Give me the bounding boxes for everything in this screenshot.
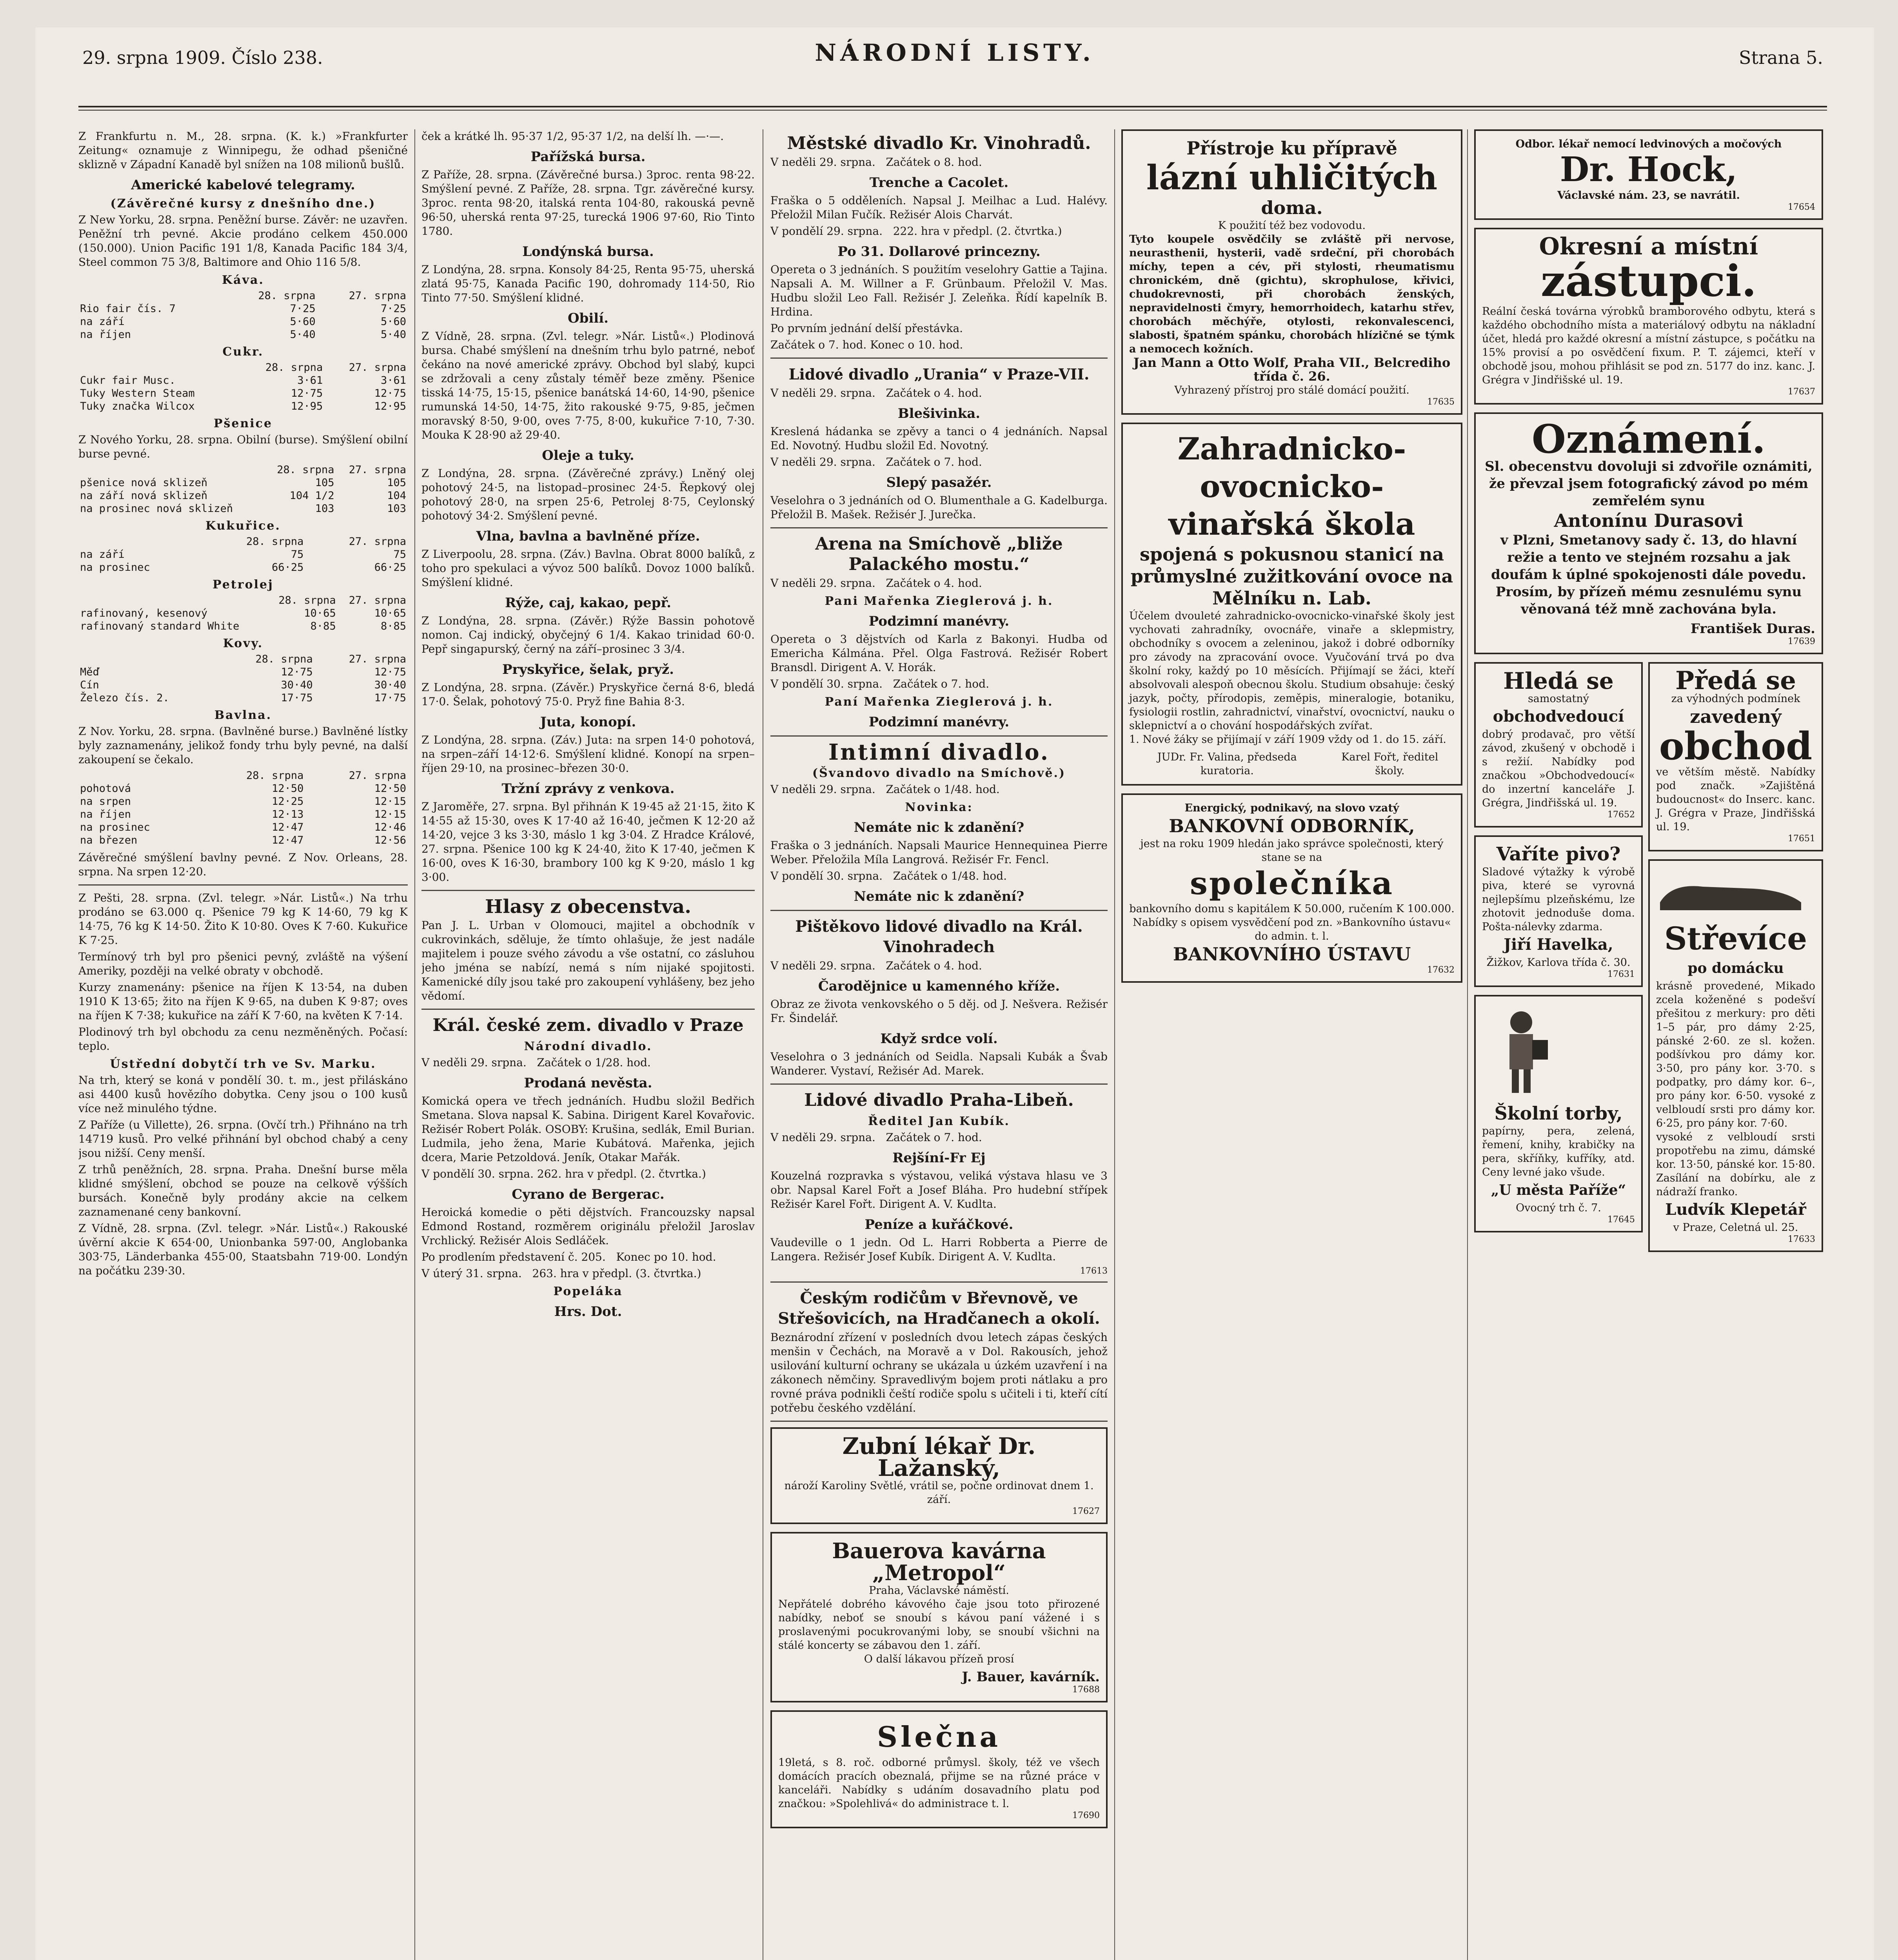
ad-text: Účelem dvouleté zahradnicko-ovocnicko-vinařské školy jest vychovati zahradníky, ovocnáře, vinaře a sklepmistry, obchodníky s ovocem a zeleninou, jakož i dobré odborníky pro závody na zpracování ovoce. Vyučování trvá po dva školní roky, každý po 10 měsících. Přijímají se žáci, kteří absolvovali alespoň obecnou školu. Studium obsahuje: český jazyk, počty, přírodopis, zeměpis, mineralogie, botaniku, fysiologii rostlin, zahradnictví, vinařství, ovocnictví, nauku o sklepnictví a o chování hospodářských zvířat. xyxy=(1129,610,1455,732)
ad-title: obchod xyxy=(1659,724,1813,768)
table-header-row: 28. srpna 27. srpna xyxy=(255,653,406,665)
divider xyxy=(770,358,1108,359)
ad-column xyxy=(1474,662,1643,1260)
ad-title: Zubní lékař Dr. Lažanský, xyxy=(842,1433,1036,1481)
section-heading: Káva. xyxy=(222,273,264,287)
theatre-date: Po prodlením představení č. 205. Konec po 10. hod. xyxy=(421,1250,716,1263)
column-ads-right xyxy=(1474,129,1823,1960)
notice-title: Českým rodičům v Břevnově, ve Střešovicích, na Hradčanech a okolí. xyxy=(778,1289,1100,1328)
child-with-satchel-illustration xyxy=(1482,1007,1560,1097)
theatre-date: V úterý 31. srpna. 263. hra v předpl. (3. čtvrtka.) xyxy=(421,1267,701,1280)
table-row: Rio fair čís. 7 7·25 7·25 xyxy=(80,303,406,315)
article-text: Z trhů peněžních, 28. srpna. Praha. Dnešní burse měla klidné smýšlení, obchod se pouze na celkově výšších bursách. Konečně byly prodány akcie na celkem zaznamenané ceny bankovní. xyxy=(78,1163,408,1218)
ad-number: 17635 xyxy=(1427,397,1455,407)
section-heading: Pryskyřice, šelak, pryž. xyxy=(502,662,674,677)
play-title: Čarodějnice u kamenného kříže. xyxy=(818,978,1060,994)
table-header-row: 28. srpna 27. srpna xyxy=(277,464,406,476)
article-text: Na trh, který se koná v pondělí 30. t. m., jest přiláskáno asi 4400 kusů hovězího dobytka. Ceny jsou o 100 kusů více než minulého týdne. xyxy=(78,1074,408,1115)
article-text: Kurzy znamenány: pšenice na říjen K 13·54, na duben 1910 K 13·65; žito na říjen K 9·65, na duben K 9·87; oves na říjen K 7·38; kukuřice na září K 7·60, na květen K 7·14. xyxy=(78,981,408,1022)
ad-text: Ovocný trh č. 7. xyxy=(1516,1202,1601,1214)
section-heading: Londýnská bursa. xyxy=(522,244,654,260)
article-text: Plodinový trh byl obchodu za cenu nezměněných. Počasí: teplo. xyxy=(78,1025,408,1053)
play-author: Hrs. Dot. xyxy=(554,1304,622,1319)
ad-carbonic-baths xyxy=(1121,129,1462,415)
ad-name: Antonínu Durasovi xyxy=(1554,510,1744,531)
ad-text: Žižkov, Karlova třída č. 30. xyxy=(1486,956,1631,969)
theatre-venue: Městské divadlo Kr. Vinohradů. xyxy=(787,133,1091,153)
play-title: Nemáte nic k zdanění? xyxy=(854,889,1024,904)
table-row: na září nová sklizeň 104 1/2 104 xyxy=(80,490,406,502)
table-row: na prosinec 66·25 66·25 xyxy=(80,561,406,573)
section-heading: Petrolej xyxy=(213,578,274,592)
play-description: Obraz ze života venkovského o 5 děj. od J. Nešvera. Režisér Fr. Šindelář. xyxy=(770,998,1108,1025)
column-market-reports xyxy=(78,129,408,1960)
theatre-date: V neděli 29. srpna. Začátek o 7. hod. xyxy=(770,1131,982,1144)
article-text: Z Vídně, 28. srpna. (Zvl. telegr. »Nár. Listů«.) Rakouské úvěrní akcie K 654·00, Unionbanka 597·00, Anglobanka 303·75, Länderbanka 455·00, Staatsbahn 719·00. Londýn na počátku 239·30. xyxy=(78,1222,408,1277)
play-title: Prodaná nevěsta. xyxy=(524,1075,652,1091)
article-text: Z Nov. Yorku, 28. srpna. (Bavlněné burse.) Bavlněné lístky byly zaznamenány, jelikož fondy trhu byly pevné, na další zakoupení se čekalo. xyxy=(78,725,408,766)
ad-header: Energický, podnikavý, na slovo vzatý xyxy=(1184,802,1399,814)
ad-text: za výhodných podmínek xyxy=(1671,693,1800,705)
ad-title: Oznámení. xyxy=(1531,416,1766,462)
table-row: rafinovaný standard White 8·85 8·85 xyxy=(80,620,406,632)
table-row: Tuky Western Steam 12·75 12·75 xyxy=(80,387,406,399)
play-description: Veselohra o 3 jednáních od O. Blumenthale a G. Kadelburga. Přeložil B. Mašek. Režisér J. Jurečka. xyxy=(770,494,1108,521)
price-table-cotton xyxy=(78,769,408,847)
table-header-row: 28. srpna 27. srpna xyxy=(265,361,406,374)
ad-text: vysoké z velbloudí srsti propotřebu na zimu, dámské kor. 13·50, pánské kor. 15·80. Zasílání na dobírku, ale z nádraží franko. xyxy=(1656,1131,1815,1198)
notice-text: Beznárodní zřízení v posledních dvou letech zápas českých menšin v Čechách, na Moravě a v Dol. Rakousích, jehož usilování kulturní ochrany se ukázala u úzkém uzavření i na zákonech němčiny. Spravedlivým bojem proti nátlaku a pro rovné práva podnikli čeští rodiče spolu s učiteli i ti, kteří cítí potřebu českého vzdělání. xyxy=(770,1331,1108,1414)
section-heading: Obilí. xyxy=(568,310,608,326)
ad-text: papírny, pera, zelená, řemení, knihy, krabičky na pera, skříňky, kufříky, atd. Ceny levné jako všude. xyxy=(1482,1125,1635,1178)
play-title: Peníze a kuřáčkové. xyxy=(865,1217,1013,1232)
ad-text: ve větším městě. Nabídky pod značk. »Zajištěná budoucnost« do Inserc. kanc. J. Grégra v Praze, Jindřišská ul. 19. xyxy=(1656,766,1815,833)
ad-text: Václavské nám. 23, se navrátil. xyxy=(1557,189,1740,201)
theatre-time: Začátek o 7. hod. Konec o 10. hod. xyxy=(770,338,963,351)
ad-number: 17645 xyxy=(1607,1215,1635,1225)
section-heading: Kukuřice. xyxy=(205,519,281,533)
section-heading: Oleje a tuky. xyxy=(542,448,634,463)
ad-title: Bauerova kavárna „Metropol“ xyxy=(832,1538,1046,1585)
price-table-sugar xyxy=(78,361,408,413)
ad-number: 17613 xyxy=(1080,1266,1108,1276)
ad-text: Nepřátelé dobrého kávového čaje jsou toto přirozené nabídky, neboť se snoubí s kávou paní vážené i s proslavenými pocukrovanými loby, se snoubí všichni na stálé koncerty se zábavou den 1. září. xyxy=(778,1598,1100,1651)
table-row: Cín 30·40 30·40 xyxy=(80,679,406,691)
play-description: Heroická komedie o pěti dějstvích. Francouzsky napsal Edmond Rostand, rozměrem originálu přeložil Jaroslav Vrchlický. Režisér Alois Sedláček. xyxy=(421,1206,755,1247)
theatre-date: V pondělí 30. srpna. 262. hra v předpl. (2. čtvrtka.) xyxy=(421,1167,706,1180)
ad-title: Předá se xyxy=(1675,666,1796,695)
theatre-date: V pondělí 30. srpna. Začátek o 7. hod. xyxy=(770,677,989,690)
column-divider xyxy=(414,129,415,1960)
theatre-novelty: Novinka: xyxy=(905,800,973,814)
page-number: Strana 5. xyxy=(1739,47,1823,68)
ad-company: „U města Paříže“ xyxy=(1491,1182,1626,1198)
divider xyxy=(770,1421,1108,1422)
theatre-director: Ředitel Jan Kubík. xyxy=(868,1114,1010,1128)
ad-title: Střevíce xyxy=(1664,920,1807,957)
column-divider xyxy=(1467,129,1468,1960)
article-text: ček a krátké lh. 95·37 1/2, 95·37 1/2, na delší lh. —·—. xyxy=(421,130,724,143)
theatre-guest: Pani Mařenka Zieglerová j. h. xyxy=(825,594,1053,608)
play-title: Trenche a Cacolet. xyxy=(869,175,1009,191)
table-row: na prosinec 12·47 12·46 xyxy=(80,821,406,833)
divider xyxy=(421,1009,755,1010)
ad-bank-specialist xyxy=(1121,793,1462,983)
section-heading: Pařížská bursa. xyxy=(530,149,646,165)
ad-text: Sladové výtažky k výrobě piva, které se vyrovná nejlepšímu plzeňskému, lze zhotovit jednoduše doma. Pošta-nálevky zdarma. xyxy=(1482,866,1635,933)
ad-number: 17632 xyxy=(1427,965,1455,975)
article-text: Z Londýna, 28. srpna. (Záv.) Juta: na srpen 14·0 pohotová, na srpen–září 14·12·6. Smýšlení klidné. Konopí na srpen–říjen 29·10, na prosinec–březen 30·0. xyxy=(421,733,755,775)
play-description: Kouzelná rozpravka s výstavou, veliká výstava hlasu ve 3 obr. Napsal Karel Fořt a Josef Bláha. Pro hudební střípek Režisér Karel Fořt. Dirigent A. V. Kudlta. xyxy=(770,1169,1108,1210)
ad-title: BANKOVNÍ ODBORNÍK, xyxy=(1169,815,1415,837)
theatre-venue: Intimní divadlo. xyxy=(828,739,1050,765)
article-text: Pan J. L. Urban v Olomouci, majitel a obchodník v cukrovinkách, sděluje, že tímto ohlašuje, že jest nadále majitelem i pouze svého závodu a vše ostatní, co zásluhou jeho jména se nabízí, nemá s ním nijaké spojitosti. Kamenické díly jsou také pro zakoupení vyhlášeny, bez jeho vědomí. xyxy=(421,919,755,1002)
ad-header: Přístroje ku přípravě xyxy=(1186,138,1397,159)
ad-title: Okresní a místní xyxy=(1539,233,1758,260)
article-text: Z Londýna, 28. srpna. Konsoly 84·25, Renta 95·75, uherská zlatá 95·75, Kanada Pacific 190, dohromady 114·50, Rio Tinto 77·50. Smýšlení klidné. xyxy=(421,263,755,304)
ad-header: Odbor. lékař nemocí ledvinových a močových xyxy=(1515,138,1782,150)
article-text: Z Frankfurtu n. M., 28. srpna. (K. k.) »Frankfurter Zeitung« oznamuje z Winnipegu, že odhad pšeničné sklizně v Západní Kanadě byl snížen na 108 milionů bušlů. xyxy=(78,130,408,171)
article-text: Z Jaroměře, 27. srpna. Byl přihnán K 19·45 až 21·15, žito K 14·55 až 15·30, oves K 17·40 až 16·40, ječmen K 12·20 až 14·20, vejce 3 ks 3·30, máslo 1 kg 3·04. Z Hradce Králové, 27. srpna. Pšenice 100 kg K 24·40, žito K 17·40, ječmen K 16·00, oves K 16·30, brambory 100 kg K 9·20, máslo 1 kg 3·00. xyxy=(421,800,755,884)
ad-text: Reální česká továrna výrobků bramborového odbytu, která s každého obchodního místa a materiálový odbytu na nákladní účet, hledá pro každé okresní a místní zástupce, s počátku na 15% provisí a po osvědčení fixum. P. T. zájemci, kteří v obchodě jsou, mohou přihlásit se pod zn. 5177 do inz. kanc. J. Grégra v Jindřišské ul. 19. xyxy=(1482,305,1815,386)
ad-subtitle: spojená s pokusnou stanicí na průmyslné zužitkování ovoce na Mělníku n. Lab. xyxy=(1130,544,1453,609)
table-header-row: 28. srpna 27. srpna xyxy=(246,535,406,548)
theatre-subtitle: Národní divadlo. xyxy=(524,1040,652,1053)
ad-title: Školní torby, xyxy=(1494,1103,1623,1124)
ad-number: 17631 xyxy=(1607,969,1635,979)
theatre-note: Po prvním jednání delší přestávka. xyxy=(770,322,963,335)
newspaper-title: NÁRODNÍ LISTY. xyxy=(815,39,1095,67)
theatre-date: V pondělí 29. srpna. 222. hra v předpl. (2. čtvrtka.) xyxy=(770,225,1062,238)
ad-number: 17652 xyxy=(1607,810,1635,820)
ad-title: BANKOVNÍHO ÚSTAVU xyxy=(1173,944,1411,965)
theatre-date: V neděli 29. srpna. Začátek o 1/48. hod. xyxy=(770,783,1000,796)
ad-text: krásně provedené, Mikado zcela koženěné s podešví přešitou z merkury: pro děti 1–5 pár, pro dámy 2·25, pánské 2·60. ze sl. kožen. podšívkou pro dámy kor. 3·50, pro pány kor. 3·70. s podpatky, pro dámy kor. 6–, pro pány kor. 6·50. vysoké z velbloudí srsti pro dámy kor. 6·25, pro pány kor. 7·60. xyxy=(1656,980,1815,1129)
article-text: Z Londýna, 28. srpna. (Závěrečné zprávy.) Lněný olej pohotový 24·5, na listopad–prosinec 24·5. Řepkový olej pohotový 28·0, na srpen 25·6, Petrolej 8·75, Ceylonský pohotový 34·2. Smýšlení pevné. xyxy=(421,467,755,522)
ad-text: nároží Karoliny Světlé, vrátil se, počne ordinovat dnem 1. září. xyxy=(784,1480,1094,1506)
play-description: Kreslená hádanka se zpěvy a tanci o 4 jednáních. Napsal Ed. Novotný. Hudbu složil Ed. Novotný. xyxy=(770,425,1108,452)
ad-signatures xyxy=(1129,750,1455,778)
issue-date: 29. srpna 1909. Číslo 238. xyxy=(82,47,323,68)
section-subheading: (Závěrečné kursy z dnešního dne.) xyxy=(110,197,376,211)
ad-title: společníka xyxy=(1190,865,1394,902)
ad-text: 19letá, s 8. roč. odborné průmysl. školy, též ve všech domácích pracích obeznalá, přijme se na různé práce v kanceláři. Nabídky s udáním dosavadního platu pod značkou: »Spolehlivá« do administrace t. l. xyxy=(778,1757,1100,1810)
play-title: Slepý pasažér. xyxy=(886,475,992,490)
table-row: na srpen 12·25 12·15 xyxy=(80,795,406,808)
theatre-date: V neděli 29. srpna. Začátek o 4. hod. xyxy=(770,959,982,972)
ad-horticultural-school xyxy=(1121,423,1462,786)
ad-text: dobrý prodavač, pro větší závod, zkušený v obchodě i s režií. Nabídky pod značkou »Obchodvedoucí« do inzertní kanceláře J. Grégra, Jindřišská ul. 19. xyxy=(1482,728,1635,809)
ad-subtitle: zavedený xyxy=(1690,706,1782,727)
divider xyxy=(770,527,1108,528)
price-table-petroleum xyxy=(78,594,408,633)
ad-title: Dr. Hock, xyxy=(1560,150,1738,189)
article-text: Z New Yorku, 28. srpna. Peněžní burse. Závěr: ne uzavřen. Peněžní trh pevné. Akcie prodáno celkem 450.000 (150.000). Union Pacific 191 1/8, Kanada Pacific 184 3/4, Steel common 75 3/8, Baltimore and Ohio 116 5/8. xyxy=(78,213,408,269)
ad-text: 1. Nové žáky se přijímají v září 1909 vždy od 1. do 15. září. xyxy=(1129,733,1446,746)
article-text: Z Londýna, 28. srpna. (Závěr.) Rýže Bassin pohotově nomon. Caj indický, obyčejný 6 1/4. Kakao trinidad 60·0. Pepř singapurský, černý na září–prosinec 3 3/4. xyxy=(421,614,755,655)
play-title: Podzimní manévry. xyxy=(868,714,1010,730)
price-table-corn xyxy=(78,535,408,574)
divider xyxy=(421,890,755,891)
ad-signature: František Duras. xyxy=(1690,621,1815,637)
masthead-rule xyxy=(78,106,1827,107)
ad-text: O další lákavou přízeň prosí xyxy=(864,1653,1014,1665)
ad-company: Ludvík Klepetář xyxy=(1665,1200,1806,1219)
theatre-venue: Lidové divadlo „Urania“ v Praze-VII. xyxy=(788,365,1090,383)
table-row: pšenice nová sklizeň 105 105 xyxy=(80,477,406,489)
ad-text: Tyto koupele osvědčily se zvláště při nervose, neurasthenii, hysterii, vadě srdeční, při chorobách míchy, tepen a cév, při stylosti, rheumatismu chronickém, dně (gichtu), skrophulose, křivici, chudokrevnosti, při chorobách ženských, nepravidelnosti čmyry, hemorrhoidech, katarhu střev, chorobách měchýře, otylosti, rekonvalescenci, slabosti, špatném spánku, chorobách hlízičné se týmk a nemocech kožních. xyxy=(1129,233,1455,355)
column-ads-middle xyxy=(1121,129,1462,1960)
ad-number: 17654 xyxy=(1788,202,1815,212)
section-heading: Pšenice xyxy=(213,417,273,430)
ad-company: Jiří Havelka, xyxy=(1504,935,1613,954)
ad-text: jest na roku 1909 hledán jako správce společnosti, který stane se na xyxy=(1140,838,1444,864)
theatre-venue: Lidové divadlo Praha-Libeň. xyxy=(804,1090,1074,1110)
play-title: Rejšíní-Fr Ej xyxy=(892,1150,986,1166)
ad-company: Jan Mann a Otto Wolf, Praha VII., Belcrediho třída č. 26. xyxy=(1133,355,1451,384)
theatre-venue: Král. české zem. divadlo v Praze xyxy=(432,1015,744,1035)
article-text: Z Liverpoolu, 28. srpna. (Záv.) Bavlna. Obrat 8000 balíků, z toho pro spekulaci a vývoz 500 balíků. Dovoz 1000 balíků. Smýšlení klidné. xyxy=(421,548,755,589)
article-text: Z Paříže (u Villette), 26. srpna. (Ovčí trh.) Přihnáno na trh 14719 kusů. Pro velké přihnání byl obchod chabý a ceny jsou nižší. Ceny menší. xyxy=(78,1118,408,1160)
ad-business-transfer xyxy=(1648,662,1823,851)
play-description: Vaudeville o 1 jedn. Od L. Harri Robberta a Pierre de Langera. Režisér Josef Kubík. Dirigent A. V. Kudlta. xyxy=(770,1236,1108,1263)
table-header-row: 28. srpna 27. srpna xyxy=(258,290,406,302)
section-heading: Cukr. xyxy=(222,345,264,359)
ad-title: obchodvedoucí xyxy=(1493,707,1624,726)
divider xyxy=(770,1281,1108,1283)
play-description: Veselohra o 3 jednáních od Seidla. Napsali Kubák a Švab Wanderer. Vystaví, Režisér Ad. Marek. xyxy=(770,1050,1108,1077)
theatre-date: V neděli 29. srpna. Začátek o 4. hod. xyxy=(770,577,982,590)
divider xyxy=(770,910,1108,911)
column-divider xyxy=(1114,129,1115,1960)
section-heading: Bavlna. xyxy=(214,708,272,722)
ad-text: Vyhrazený přístroj pro stálé domácí použití. xyxy=(1174,384,1409,396)
ad-dr-hock xyxy=(1474,129,1823,220)
theatre-date: V neděli 29. srpna. Začátek o 7. hod. xyxy=(770,456,982,468)
ad-subtitle: po domácku xyxy=(1687,960,1784,976)
theatre-guest: Paní Mařenka Zieglerová j. h. xyxy=(825,695,1053,709)
table-row: Tuky značka Wilcox 12·95 12·95 xyxy=(80,400,406,412)
ad-number: 17639 xyxy=(1788,637,1815,646)
table-row: na říjen 5·40 5·40 xyxy=(80,328,406,341)
table-row: na březen 12·47 12·56 xyxy=(80,834,406,846)
table-row: na prosinec nová sklizeň 103 103 xyxy=(80,503,406,515)
play-title: Podzimní manévry. xyxy=(868,613,1010,629)
section-heading: Kovy. xyxy=(223,637,263,650)
ad-school-bags xyxy=(1474,995,1643,1232)
play-description: Fraška o 3 jednáních. Napsali Maurice Hennequinea Pierre Weber. Přeložila Míla Langrová. Režisér Fr. Fencl. xyxy=(770,839,1108,866)
ad-number: 17633 xyxy=(1788,1234,1815,1244)
price-table-metals xyxy=(78,653,408,704)
article-text: Závěrečné smýšlení bavlny pevné. Z Nov. Orleans, 28. srpna. Na srpen 12·20. xyxy=(78,851,408,878)
ad-dentist xyxy=(770,1427,1108,1524)
play-title: Blešivinka. xyxy=(897,406,981,421)
article-text: Termínový trh byl pro pšenici pevný, zvláště na výšení Ameriky, později na velké obraty v obchodě. xyxy=(78,950,408,977)
table-row: na říjen 12·13 12·15 xyxy=(80,808,406,820)
ad-row xyxy=(1474,662,1823,1260)
ad-number: 17651 xyxy=(1788,834,1815,844)
ad-text: bankovního domu s kapitálem K 50.000, ručením K 100.000. Nabídky s opisem vysvědčení pod zn. »Bankovního ústavu« do admin. t. l. xyxy=(1129,903,1455,942)
ad-title: Vaříte pivo? xyxy=(1496,843,1621,865)
ad-signature: J. Bauer, kavárník. xyxy=(962,1669,1100,1685)
theatre-venue: Pištěkovo lidové divadlo na Král. Vinohradech xyxy=(795,917,1083,956)
section-heading: Ústřední dobytčí trh ve Sv. Marku. xyxy=(110,1057,376,1071)
ad-column xyxy=(1648,662,1823,1260)
article-text: Z Londýna, 28. srpna. (Závěr.) Pryskyřice černá 8·6, bledá 17·0. Šelak, pohotový 75·0. Pryž fine Bahia 8·3. xyxy=(421,681,755,708)
ad-signature: Karel Fořt, ředitel školy. xyxy=(1341,751,1438,777)
section-heading: Tržní zprávy z venkova. xyxy=(501,781,675,797)
play-title: Když srdce volí. xyxy=(880,1031,998,1047)
column-exchanges-theatre xyxy=(421,129,755,1960)
ad-signature: JUDr. Fr. Valina, předseda kuratoria. xyxy=(1157,751,1297,777)
play-title: Po 31. Dollarové princezny. xyxy=(837,244,1041,260)
ad-text: K použití též bez vodovodu. xyxy=(1218,220,1366,232)
play-title: Nemáte nic k zdanění? xyxy=(854,820,1024,835)
ad-slecna xyxy=(770,1710,1108,1828)
article-text: Z Pešti, 28. srpna. (Zvl. telegr. »Nár. Listů«.) Na trhu prodáno se 63.000 q. Pšenice 79 kg K 14·60, 79 kg K 14·75, 76 kg K 14·50. Žito K 10·80. Oves K 7·60. Kukuřice K 7·25. xyxy=(78,891,408,947)
theatre-date: V neděli 29. srpna. Začátek o 4. hod. xyxy=(770,387,982,399)
ad-title: Hledá se xyxy=(1503,668,1614,694)
ad-title: Zahradnicko-ovocnicko-vinařská škola xyxy=(1168,431,1415,542)
theatre-date: V pondělí 30. srpna. Začátek o 1/48. hod. xyxy=(770,869,1007,882)
masthead-rule-thin xyxy=(78,110,1827,111)
play-title: Popeláka xyxy=(553,1285,623,1298)
column-theatres-ads xyxy=(770,129,1108,1960)
price-table-wheat xyxy=(78,463,408,515)
table-row: rafinovaný, kesenový 10·65 10·65 xyxy=(80,607,406,619)
ad-manager-wanted xyxy=(1474,662,1643,828)
ad-slippers xyxy=(1648,859,1823,1252)
ad-text: Sl. obecenstvu dovoluji si zdvořile oznámiti, že převzal jsem fotografický závod po mém zemřelém synu xyxy=(1485,459,1813,509)
play-title: Cyrano de Bergerac. xyxy=(512,1187,665,1202)
section-heading: Hlasy z obecenstva. xyxy=(485,896,691,918)
divider xyxy=(770,1083,1108,1085)
ad-subtitle: samostatný xyxy=(1527,693,1589,705)
table-header-row: 28. srpna 27. srpna xyxy=(246,769,406,782)
table-row: Měď 12·75 12·75 xyxy=(80,666,406,678)
ad-representatives xyxy=(1474,228,1823,405)
ad-number: 17688 xyxy=(1072,1685,1100,1695)
table-row: na září 75 75 xyxy=(80,548,406,561)
theatre-date: V neděli 29. srpna. Začátek o 1/28. hod. xyxy=(421,1056,651,1069)
section-heading: Vlna, bavlna a bavlněné příze. xyxy=(476,528,700,544)
ad-announcement-duras xyxy=(1474,412,1823,654)
theatre-subtitle: (Švandovo divadlo na Smíchově.) xyxy=(812,766,1066,780)
play-description: Fraška o 5 odděleních. Napsal J. Meilhac a Lud. Halévy. Přeložil Milan Fučík. Režisér Alois Charvát. xyxy=(770,194,1108,221)
ad-number: 17637 xyxy=(1788,387,1815,397)
ad-brew-beer xyxy=(1474,835,1643,987)
table-header-row: 28. srpna 27. srpna xyxy=(278,594,406,606)
price-table-coffee xyxy=(78,289,408,341)
ad-text: v Praze, Celetná ul. 25. xyxy=(1673,1221,1798,1234)
ad-number: 17627 xyxy=(1072,1506,1100,1516)
play-description: Opereta o 3 jednáních. S použitím veselohry Gattie a Tajina. Napsali A. M. Willner a F. Grünbaum. Přeložil V. Mas. Hudbu složil Leo Fall. Režisér J. Zeleňka. Řídí kapelník B. Hrdina. xyxy=(770,263,1108,318)
table-row: Cukr fair Musc. 3·61 3·61 xyxy=(80,374,406,387)
section-heading: Americké kabelové telegramy. xyxy=(131,177,355,193)
ad-text: Praha, Václavské náměstí. xyxy=(869,1584,1009,1597)
section-heading: Juta, konopí. xyxy=(540,714,636,730)
play-description: Opereta o 3 dějstvích od Karla z Bakonyi. Hudba od Emericha Kálmána. Přel. Olga Fastrová. Režisér Robert Bransdl. Dirigent A. V. Horák. xyxy=(770,633,1108,674)
article-text: Z Nového Yorku, 28. srpna. Obilní (burse). Smýšlení obilní burse pevné. xyxy=(78,433,408,460)
article-text: Z Vídně, 28. srpna. (Zvl. telegr. »Nár. Listů«.) Plodinová bursa. Chabé smýšlení na dnešním trhu bylo patrné, neboť čekáno na nové americké zprávy. Obchod byl slabý, kupci se zdržovali a ceny zůstaly téměř beze změny. Pšenice tisská 14·75, 15·15, pšenice banátská 14·60, 14·90, pšenice rumunská 14·50, 14·75, žito rakouské 9·75, 9·85, ječmen moravský 8·50, 9·00, oves 7·75, 8·00, kukuřice 7·10, 7·30. Mouka K 28·90 až 29·40. xyxy=(421,330,755,441)
ad-cafe xyxy=(770,1532,1108,1702)
ad-title: lázní uhličitých xyxy=(1146,158,1438,198)
divider xyxy=(78,884,408,886)
ad-number: 17690 xyxy=(1072,1811,1100,1820)
ad-title: zástupci. xyxy=(1540,256,1757,306)
theatre-venue: Arena na Smíchově „bliže Palackého mostu.“ xyxy=(815,534,1063,574)
ad-title: Slečna xyxy=(877,1720,1001,1753)
table-row: na září 5·60 5·60 xyxy=(80,316,406,328)
shoe-illustration xyxy=(1656,871,1805,914)
article-text: Z Paříže, 28. srpna. (Závěrečné bursa.) 3proc. renta 98·22. Smýšlení pevné. Z Paříže, 28. srpna. Tgr. závěrečné kursy. 3proc. renta 98·20, italská renta 104·80, rakouská pevně 96·50, uherská renta 97·25, turecká 1906 97·60, Rio Tinto 1780. xyxy=(421,168,755,238)
table-row: pohotová 12·50 12·50 xyxy=(80,782,406,795)
ad-text: v Plzni, Smetanovy sady č. 13, do hlavní režie a tento ve stejném rozsahu a jak doufám k úplné spokojenosti dále povedu. Prosím, by přízeň mému zesnulému synu věnovaná též mně zachována byla. xyxy=(1491,532,1806,617)
masthead xyxy=(82,39,1823,98)
table-row: Železo čís. 2. 17·75 17·75 xyxy=(80,692,406,704)
divider xyxy=(770,735,1108,737)
play-description: Komická opera ve třech jednáních. Hudbu složil Bedřich Smetana. Slova napsal K. Sabina. Dirigent Karel Kovařovic. Režisér Robert Polák. OSOBY: Krušina, sedlák, Emil Burian. Ludmila, jeho žena, Marie Kubátová. Mařenka, jejich dcera, Marie Petzoldová. Jeník, Otakar Mařák. xyxy=(421,1094,755,1164)
theatre-date: V neděli 29. srpna. Začátek o 8. hod. xyxy=(770,156,982,169)
section-heading: Rýže, caj, kakao, pepř. xyxy=(505,595,672,611)
ad-subtitle: doma. xyxy=(1261,197,1323,218)
